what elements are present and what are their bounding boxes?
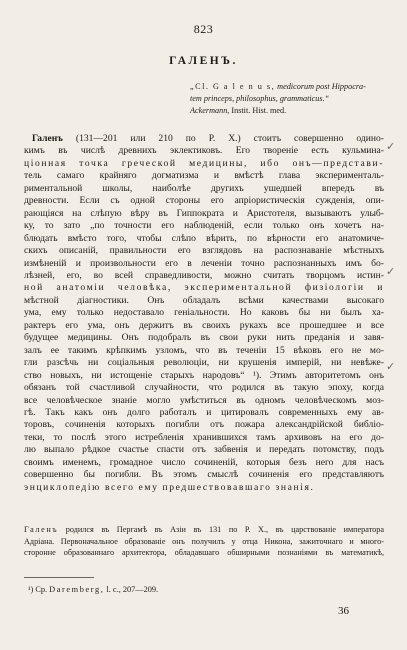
text-line: древности. Если съ одной стороны его апріористическія сужденія, опи- bbox=[24, 195, 384, 207]
text-line: лю выпало рѣдкое счастье спасти отъ забвенія и передать потомству, подъ bbox=[24, 444, 384, 456]
note-line: Адріана. Первоначальное образованіе онъ получилъ у отца Никона, зажиточнаго и много- bbox=[24, 536, 384, 546]
epigraph-author: Ackermann, bbox=[190, 106, 230, 115]
margin-check-mark: ✓ bbox=[386, 266, 396, 278]
text-line: своимъ именемъ, громадное число сочиненій, которыя безъ него для насъ bbox=[24, 456, 384, 468]
epigraph-name: „Cl. G a l e n u s, bbox=[190, 82, 276, 91]
note-line: сторонне образованнаго архитектора, обладавшаго обширными познаніями въ математикѣ, bbox=[24, 548, 384, 558]
epigraph-text: medicorum post Hippocra- bbox=[275, 82, 366, 91]
text-line: торовъ, сочиненія которыхъ погибли отъ пожара александрійской библіо- bbox=[24, 419, 384, 431]
text-line: теки, то послѣ этого истребленія хранившихся тамъ архивовъ на его до- bbox=[24, 431, 384, 443]
text-line: будущее медицины. Онъ подобралъ въ свои руки нить преданія и завя- bbox=[24, 332, 384, 344]
text-line: кимъ въ числѣ древнихъ эклектиковъ. Его твореніе есть кульмина- bbox=[24, 145, 384, 157]
biographical-note bbox=[24, 524, 384, 559]
main-text bbox=[24, 133, 384, 494]
margin-check-mark: ✓ bbox=[386, 361, 396, 373]
text-line: тель самаго крайняго догматизма и вмѣстѣ глава эксперименталь- bbox=[24, 170, 384, 182]
subject-name: Галенъ bbox=[24, 525, 59, 534]
text-line: лѣзней, его, во всей справедливости, можно считать творцомъ истин- bbox=[24, 269, 384, 281]
text-line: блюдать вмѣсто того, чтобы слѣпо вѣрить, по вѣрности его анатомиче- bbox=[24, 232, 384, 244]
text-line: ной анатоміи человѣка, экспериментальной физіологіи и bbox=[24, 282, 384, 294]
text-line bbox=[24, 133, 384, 145]
subject-name: Галенъ bbox=[32, 133, 63, 144]
text-line: скихъ описаній, правильности его взглядовъ на распознаваніе мѣстныхъ bbox=[24, 245, 384, 257]
text-fragment: (131—201 или 210 по Р. Х.) стоитъ совершенно одино- bbox=[62, 133, 384, 144]
epigraph bbox=[190, 81, 390, 117]
text-line: гѣ. Такъ какъ онъ долго работалъ и цитировалъ современныхъ ему ав- bbox=[24, 406, 384, 418]
text-line: риментальной школы, наиболѣе другихъ ушедшей впередъ въ bbox=[24, 182, 384, 194]
text-line: ума, ему только недоставало геніальности. Но каковъ бы ни былъ ха- bbox=[24, 307, 384, 319]
signature-mark: 36 bbox=[338, 605, 349, 617]
text-line: рающіяся на слѣпую вѣру въ Гиппократа и Аристотеля, вызываютъ улыб- bbox=[24, 207, 384, 219]
margin-check-mark: ✓ bbox=[386, 141, 396, 153]
footnote-text: l. c., 207—209. bbox=[104, 585, 159, 594]
text-line: ціонная точка греческой медицины, ибо онъ—представи- bbox=[24, 157, 384, 169]
footnote-author: Daremberg, bbox=[49, 585, 105, 594]
text-line: рактеръ его ума, онъ держитъ въ своихъ рукахъ все прошедшее и все bbox=[24, 319, 384, 331]
chapter-heading: ГАЛЕНЪ. bbox=[169, 55, 238, 67]
epigraph-text: tem princeps, philosophus, grammaticus.“ bbox=[190, 94, 330, 103]
text-line: ку, то зато „по точности его наблюденій, если только онъ хочетъ на- bbox=[24, 220, 384, 232]
text-line: все человѣческое знаніе могло умѣститься въ одномъ человѣческомъ моз- bbox=[24, 394, 384, 406]
text-line: мѣстной діагностики. Онъ обладалъ всѣми качествами высокаго bbox=[24, 294, 384, 306]
text-line: залъ ее такимъ крѣпкимъ узломъ, что въ теченіи 15 вѣковъ его не мо- bbox=[24, 344, 384, 356]
footnote-divider bbox=[24, 577, 94, 578]
text-line: обязанъ той счастливой случайности, что родился въ такую эпоху, когда bbox=[24, 382, 384, 394]
text-line: измѣненій и произвольности его в леченіи точно распознанныхъ имъ бо- bbox=[24, 257, 384, 269]
footnote-marker: ¹) Ср. bbox=[28, 585, 50, 594]
text-line: совершенно бы погибли. Въ этомъ смыслѣ сочиненія его представляютъ bbox=[24, 469, 384, 481]
text-line: гли разсѣчь ни соціальныя революціи, ни крушенія имперій, ни невѣже- bbox=[24, 357, 384, 369]
text-line: ство новыхъ, ни истощеніе старыхъ народовъ“ ¹). Этимъ авторитетомъ онъ bbox=[24, 369, 384, 381]
epigraph-source: Instit. Hist. med. bbox=[229, 106, 287, 115]
note-fragment: родился въ Пергамѣ въ Азіи въ 131 по Р. Х., въ царствованіе императора bbox=[58, 525, 384, 534]
footnote bbox=[28, 585, 158, 594]
text-line: энциклопедію всего ему предшествовавшаго знанія. bbox=[24, 481, 315, 493]
page-number: 823 bbox=[193, 22, 214, 36]
note-line bbox=[24, 524, 384, 536]
